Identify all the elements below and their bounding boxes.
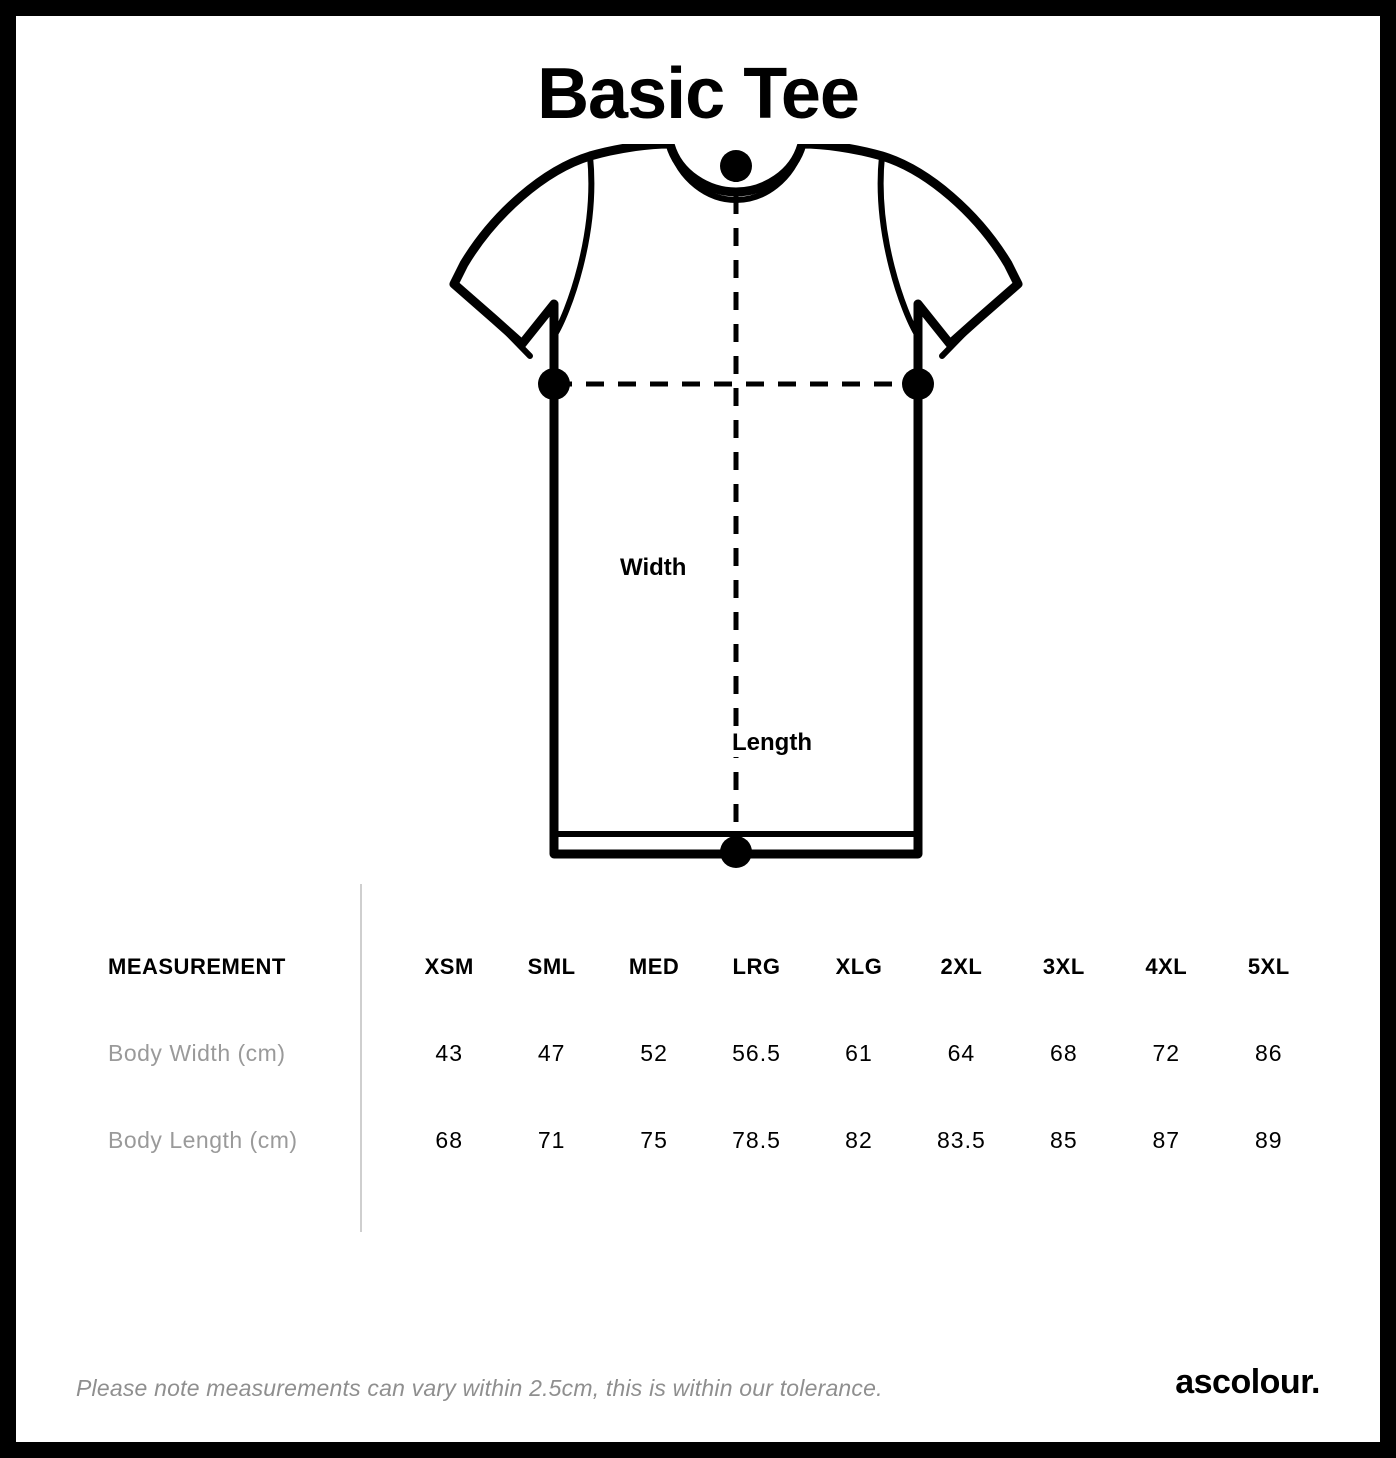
- tshirt-diagram: [16, 144, 1380, 924]
- row-label-body-length: Body Length (cm): [108, 1127, 298, 1153]
- cell-body-length-xsm: 68: [435, 1127, 464, 1153]
- cell-body-width-3xl: 68: [1050, 1040, 1078, 1066]
- measurement-disclaimer: Please note measurements can vary within 2.5cm, this is within our tolerance.: [76, 1375, 883, 1401]
- cell-body-length-med: 75: [640, 1127, 668, 1153]
- header-lrg: LRG: [732, 954, 781, 979]
- table-header-row: [76, 924, 1320, 1010]
- cell-body-length-2xl: 83.5: [937, 1127, 986, 1153]
- cell-body-width-5xl: 86: [1254, 1040, 1283, 1066]
- cell-body-length-5xl: 89: [1254, 1127, 1283, 1153]
- header-5xl: 5XL: [1247, 954, 1290, 979]
- cell-body-width-xlg: 61: [845, 1040, 873, 1066]
- header-xsm: XSM: [424, 954, 474, 979]
- table-row: [76, 1010, 1320, 1097]
- header-med: MED: [628, 954, 680, 979]
- cell-body-width-4xl: 72: [1152, 1040, 1181, 1066]
- header-xlg: XLG: [835, 954, 883, 979]
- header-3xl: 3XL: [1042, 954, 1085, 979]
- cell-body-length-4xl: 87: [1152, 1127, 1181, 1153]
- cell-body-width-med: 52: [640, 1040, 668, 1066]
- length-top-endpoint-dot: [720, 150, 752, 182]
- page-title: Basic Tee: [537, 54, 859, 134]
- cell-body-length-lrg: 78.5: [732, 1127, 781, 1153]
- table-row: [76, 1097, 1320, 1184]
- header-2xl: 2XL: [940, 954, 983, 979]
- measurement-table: [76, 924, 1320, 1184]
- size-chart-card: [16, 16, 1380, 1442]
- cell-body-width-lrg: 56.5: [732, 1040, 781, 1066]
- length-bottom-endpoint-dot: [720, 836, 752, 868]
- length-label: Length: [724, 729, 820, 757]
- cell-body-width-xsm: 43: [435, 1040, 464, 1066]
- header-measurement: MEASUREMENT: [108, 954, 286, 979]
- measurement-table-zone: [16, 924, 1380, 1363]
- cell-body-length-3xl: 85: [1050, 1127, 1078, 1153]
- width-label: Width: [612, 554, 694, 582]
- footer: [16, 1363, 1380, 1442]
- cell-body-width-sml: 47: [537, 1040, 566, 1066]
- table-vertical-rule: [360, 884, 362, 1232]
- cell-body-length-sml: 71: [537, 1127, 566, 1153]
- row-label-body-width: Body Width (cm): [108, 1040, 286, 1066]
- width-right-endpoint-dot: [902, 368, 934, 400]
- brand-logo: ascolour.: [1175, 1363, 1320, 1401]
- tshirt-illustration: [318, 144, 1078, 904]
- header-4xl: 4XL: [1145, 954, 1188, 979]
- header-sml: SML: [527, 954, 576, 979]
- cell-body-width-2xl: 64: [947, 1040, 976, 1066]
- width-left-endpoint-dot: [538, 368, 570, 400]
- cell-body-length-xlg: 82: [845, 1127, 873, 1153]
